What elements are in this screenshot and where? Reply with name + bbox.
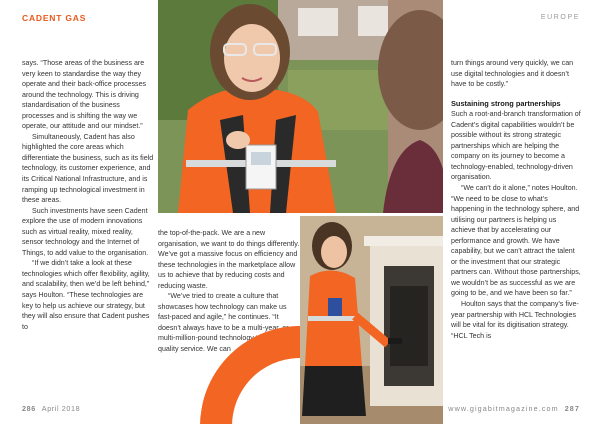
page-number-left: 286 [22,404,36,413]
issue-date: April 2018 [41,404,81,413]
engineer-portrait-photo [158,0,443,213]
photo-illustration [158,0,443,213]
paragraph: says. “Those areas of the business are very keen to standardise the way they operate and their back-office processes around the technology. This is driving standardisation of the business processes and is shifting the way we operate, our attitude and our mindset.” [22,59,147,131]
footer-left [22,404,80,413]
paragraph: Such a root-and-branch transformation of Cadent’s digital capabilities wouldn’t be possible without its strong strategic partnerships which are helping the company on its journey to become a technology-enabled, technology-driven organisation. [451,110,581,182]
paragraph: Houlton says that the company’s five-year partnership with HCL Technologies will be vital for its digitisation strategy. “HCL Tech is [451,299,579,340]
photo-illustration [300,216,443,424]
paragraph: turn things around very quickly, we can use digital technologies and it doesn’t have to be costly.” [451,59,574,89]
website-link[interactable]: www.gigabitmagazine.com [448,404,559,413]
magazine-brand-header: CADENT GAS [22,13,87,23]
paragraph: “We can’t do it alone,” notes Houlton. “We need to be close to what’s happening in the technology sphere, and utilising our partners is helping us achieve that by accelerating our performance and growth. We have capability, but we can’t attract the talent or the investment that our strategic partners can. Without those partnerships, we wouldn’t be as successful as we are going to be, and we have been so far.” [451,183,581,298]
paragraph: the top-of-the-pack. We are a new organisation, we want to do things differently. We’ve got a massive focus on efficiency and these technologies in the marketplace allow us to achieve that by reducing costs and reducing waste. [158,229,300,290]
page-number-right: 287 [564,404,580,413]
section-heading: Sustaining strong partnerships [451,98,561,108]
paragraph: “We’ve tried to create a culture that showcases how technology can make us fast-paced and agile,” he continues. “It doesn’t always have to be a multi-year, or multi-million-pound technology to deliver a quality service. We can [158,292,291,354]
paragraph: “If we didn’t take a look at these technologies which offer flexibility, agility, and scalability, then we’d be left behind,” says Houlton. “These technologies are key to help us achieve our strategy, but they will also ensure that Cadent pushes to [22,259,150,331]
text-column-1 [22,58,154,332]
engineer-fireplace-photo [300,216,443,424]
footer-right [448,404,580,413]
section-label: EUROPE [540,14,580,21]
paragraph: Simultaneously, Cadent has also highlighted the core areas which differentiate the business, such as its field technology, its customer experience, and its Critical National Infrastructure, and is ramping up technological investment in these areas. [22,132,154,205]
text-column-3 [451,58,581,341]
paragraph: Such investments have seen Cadent explore the use of modern innovations such as virtual reality, mixed reality, sensor technology and the Internet of Things, to add value to the organisation. [22,206,149,257]
